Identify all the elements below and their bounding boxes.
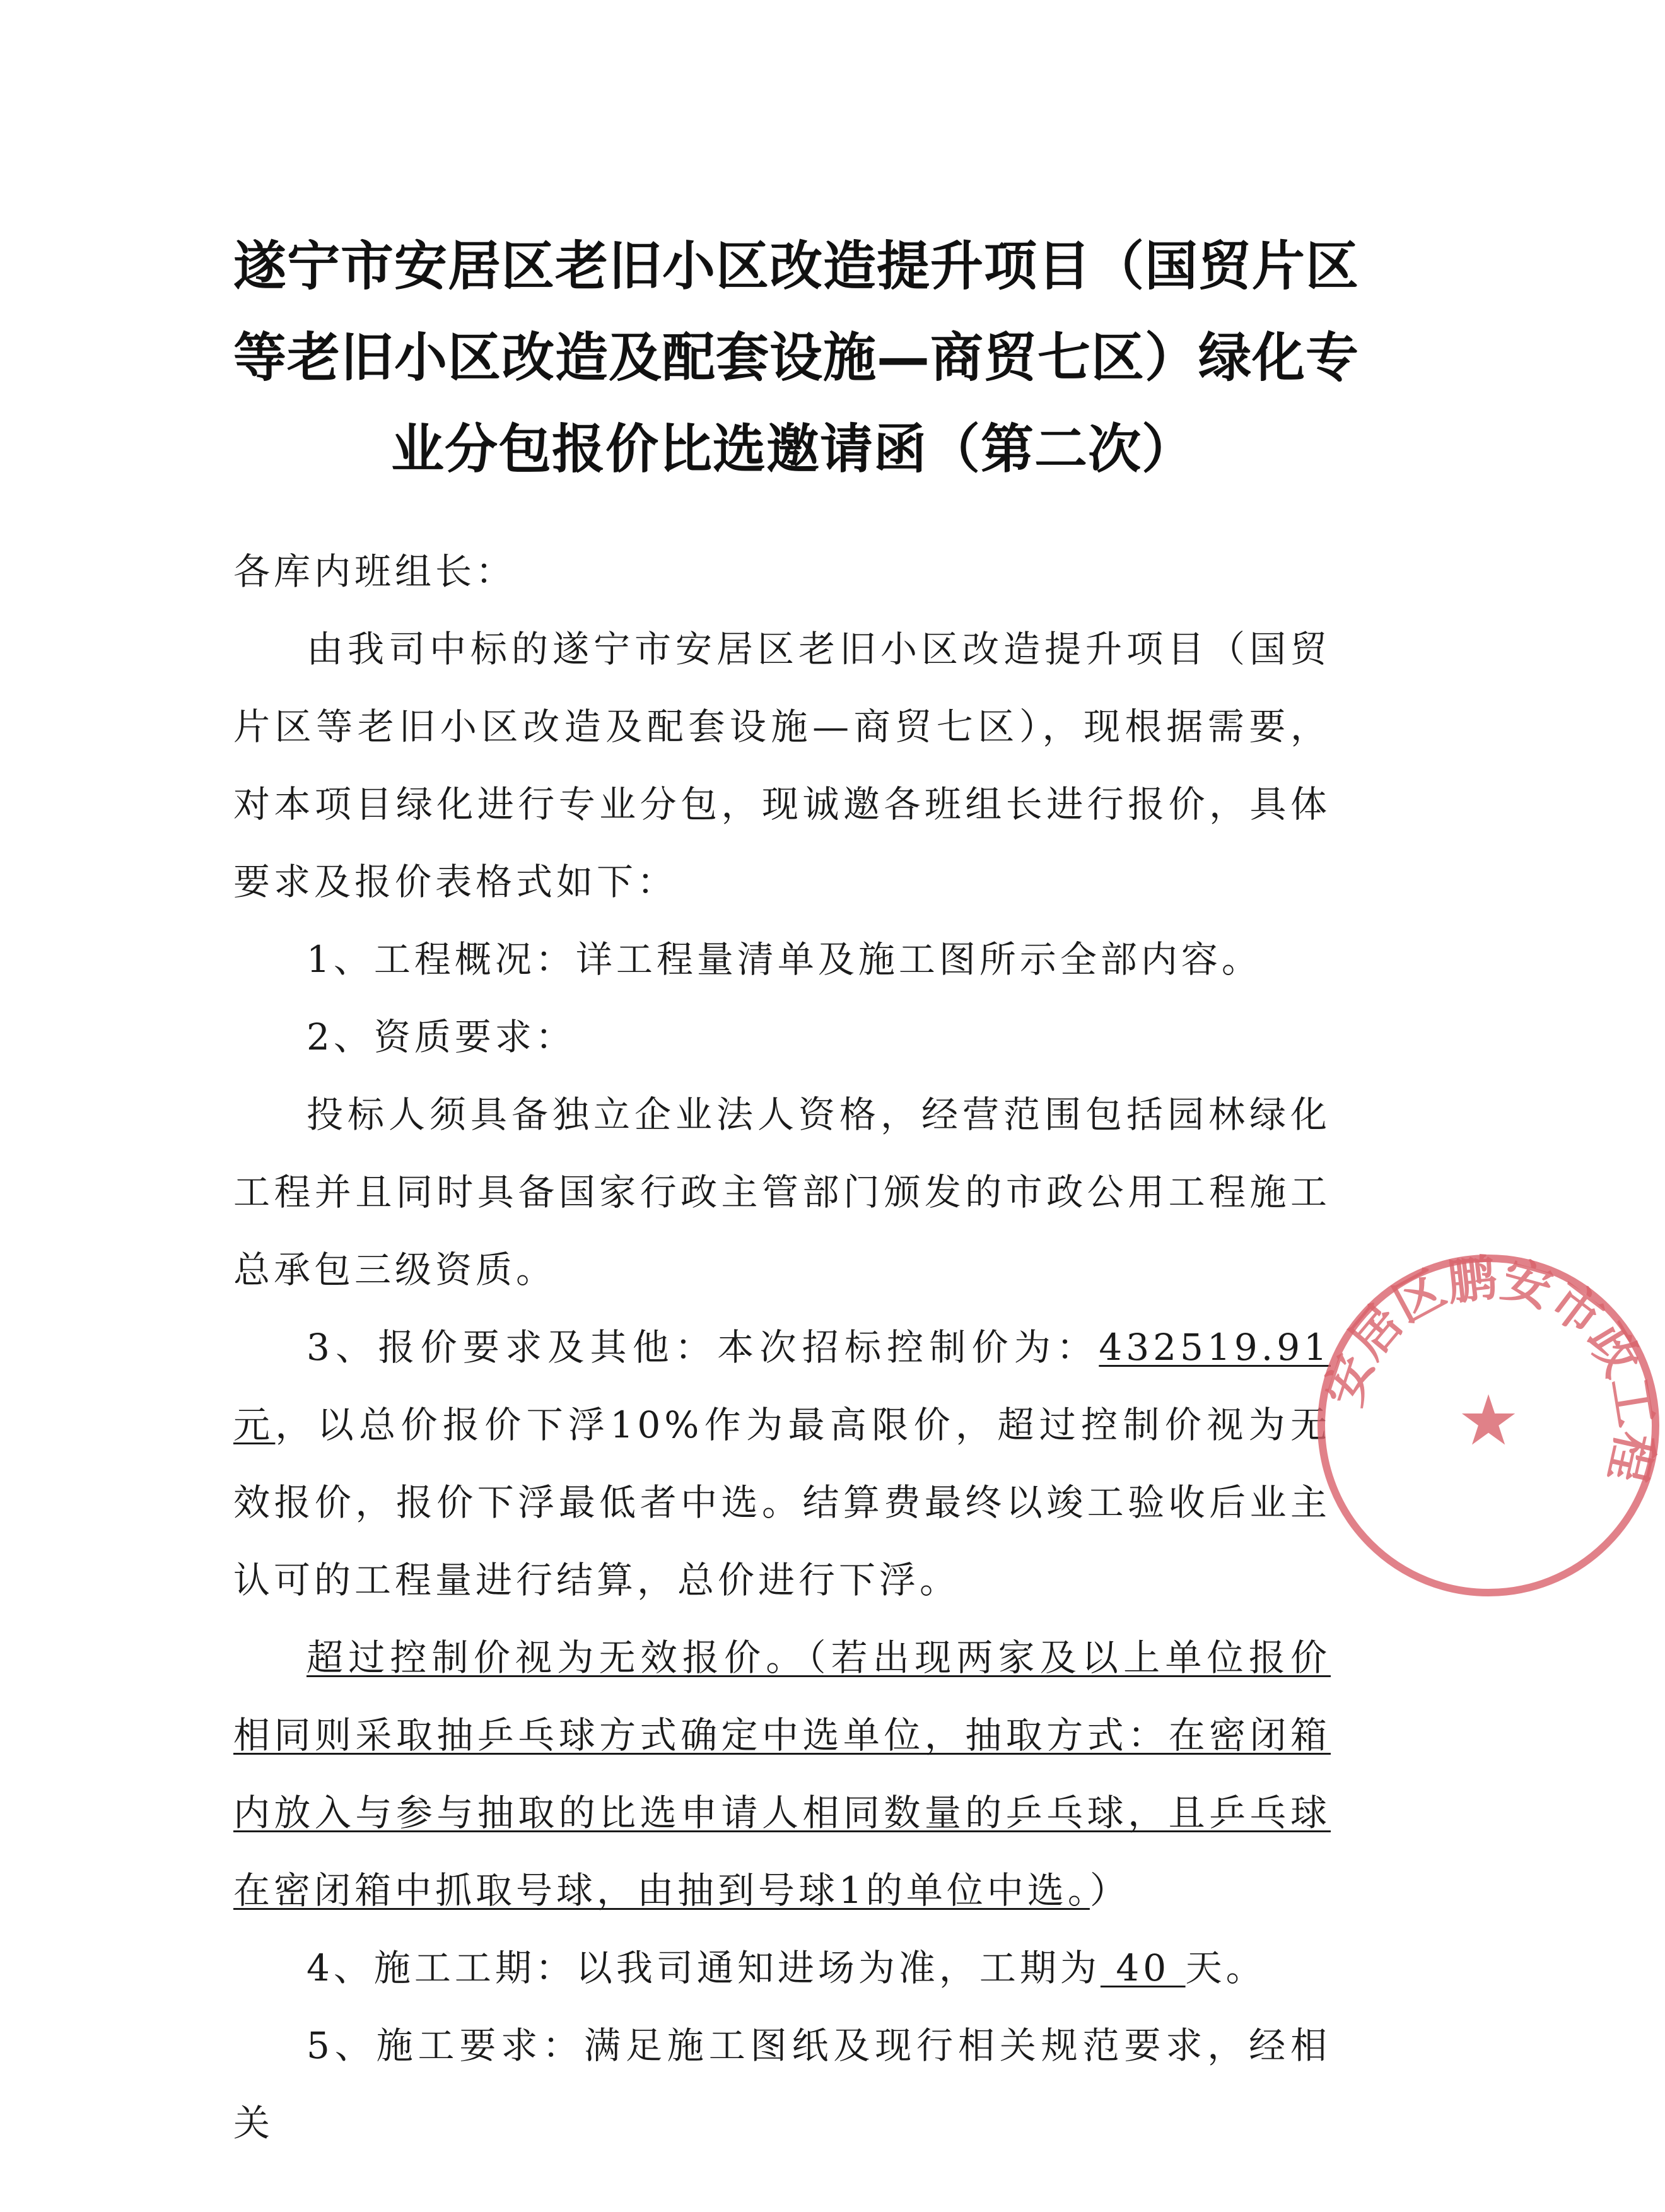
intro-paragraph: 由我司中标的遂宁市安居区老旧小区改造提升项目（国贸片区等老旧小区改造及配套设施—商贸七区），现根据需要，对本项目绿化进行专业分包，现诚邀各班组长进行报价，具体要求及报价表格式如下： [233, 628, 1331, 903]
tie-break-paragraph [233, 1619, 1331, 1929]
item-3-rest: ，以总价报价下浮10%作为最高限价，超过控制价视为无效报价，报价下浮最低者中选。结算费最终以竣工验收后业主认可的工程量进行结算，总价进行下浮。 [233, 1403, 1331, 1601]
tie-break-underlined: 超过控制价视为无效报价。（若出现两家及以上单位报价相同则采取抽乒乓球方式确定中选单位，抽取方式：在密闭箱内放入与参与抽取的比选申请人相同数量的乒乓球，且乒乓球在密闭箱中抓取号球，由抽到号球1的单位中选。 [233, 1636, 1331, 1912]
item-1-project-overview: 1、工程概况：详工程量清单及施工图所示全部内容。 [307, 938, 1262, 981]
item-4-prefix: 4、施工工期：以我司通知进场为准，工期为 [307, 1946, 1101, 1989]
item-5-construction-requirements: 5、施工要求：满足施工图纸及现行相关规范要求，经相关 [233, 2024, 1331, 2145]
item-4-suffix: 天。 [1185, 1946, 1266, 1989]
duration-days: 40 [1100, 1946, 1186, 1989]
item-3-prefix: 3、报价要求及其他：本次招标控制价为： [307, 1326, 1099, 1369]
control-price: 432519.91元 [233, 1326, 1331, 1446]
tie-break-close: ） [1089, 1869, 1130, 1912]
title-line-1: 遂宁市安居区老旧小区改造提升项目（国贸片区 [233, 235, 1360, 297]
item-2-qualification-text: 投标人须具备独立企业法人资格，经营范围包括园林绿化工程并且同时具备国家行政主管部门颁发的市政公用工程施工总承包三级资质。 [233, 1093, 1331, 1291]
item-4-duration [233, 1929, 1331, 2007]
item-2-heading: 2、资质要求： [307, 1015, 576, 1058]
item-3-pricing [233, 1309, 1331, 1619]
company-seal-stamp [1312, 1249, 1665, 1602]
title-line-2: 等老旧小区改造及配套设施—商贸七区）绿化专 [233, 327, 1360, 389]
document-title [233, 221, 1360, 495]
seal-star-icon: ★ [1457, 1380, 1520, 1461]
title-line-3: 业分包报价比选邀请函（第二次） [391, 418, 1196, 480]
letter-body [233, 533, 1331, 2162]
seal-text: 安居区鹏安市政工程 [1315, 1249, 1664, 1488]
salutation: 各库内班组长： [233, 550, 517, 593]
